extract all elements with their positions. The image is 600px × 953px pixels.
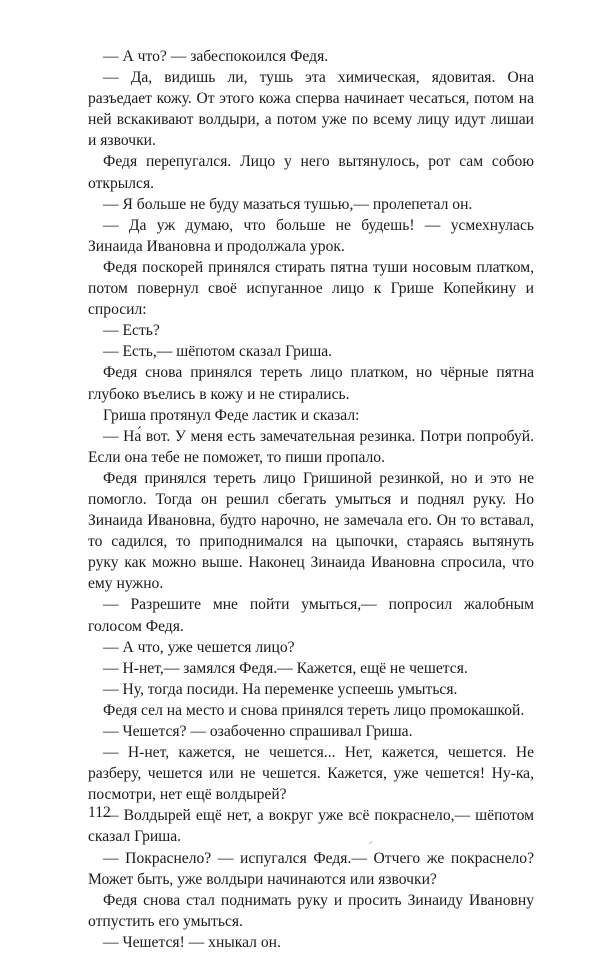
paragraph-3: Федя перепугался. Лицо у него вытянулось, рот сам собою открылся.	[88, 153, 534, 192]
book-page-text	[88, 46, 534, 953]
paragraph-18: — Чешется? — озабоченно спрашивал Гриша.	[103, 723, 413, 740]
paragraph-5: — Да уж думаю, что больше не будешь! — усмехнулась Зинаида Ивановна и продолжала урок.	[88, 216, 534, 255]
paragraph-11: — На́ вот. У меня есть замечательная резинка. Потри попробуй. Если она тебе не поможет, то пиши пропало.	[88, 427, 534, 466]
paragraph-10: Гриша протянул Феде ластик и сказал:	[103, 406, 360, 424]
paragraph-17: Федя сел на место и снова принялся тереть лицо промокашкой.	[103, 701, 525, 719]
paragraph-8: — Есть,— шёпотом сказал Гриша.	[103, 343, 333, 361]
paragraph-20: — Волдырей ещё нет, а вокруг уже всё покраснело,— шёпотом сказал Гриша.	[88, 807, 534, 846]
paragraph-2: — Да, видишь ли, тушь эта химическая, ядовитая. Она разъедает кожу. От этого кожа сперва начинает чесаться, потом на ней вскакивают волдыри, а потом уже по всему лицу идут лишаи и язвочки.	[88, 69, 534, 150]
paragraph-4: — Я больше не буду мазаться тушью,— пролепетал он.	[103, 195, 473, 213]
paragraph-15: — Н-нет,— замялся Федя.— Кажется, ещё не чешется.	[103, 659, 468, 677]
paragraph-22: Федя снова стал поднимать руку и просить Зинаиду Ивановну отпустить его умыться.	[88, 891, 534, 930]
paragraph-12: Федя принялся тереть лицо Гришиной резинкой, но и это не помогло. Тогда он решил сбегать умыться и поднял руку. Но Зинаида Ивановна, будто нарочно, не замечала его. Он то вставал, то садился, то приподнимался на цыпочки, стараясь вытянуть руку как можно выше. Наконец Зинаида Ивановна спросила, что ему нужно.	[88, 469, 534, 593]
paragraph-23: — Чешется! — хныкал он.	[103, 933, 281, 951]
paragraph-9: Федя снова принялся тереть лицо платком, но чёрные пятна глубоко въелись в кожу и не стирались.	[88, 364, 534, 403]
paragraph-19: — Н-нет, кажется, не чешется... Нет, кажется, чешется. Не разберу, чешется или не чешется. Кажется, уже чешется! Ну-ка, посмотри, нет ещё волдырей?	[88, 744, 534, 804]
paragraph-16: — Ну, тогда посиди. На переменке успеешь умыться.	[103, 680, 458, 698]
paragraph-21: — Покраснело? — испугался Федя.— Отчего же покраснело? Может быть, уже волдыри начинаются или язвочки?	[88, 849, 534, 888]
paragraph-1: — А что? — забеспокоился Федя.	[103, 48, 329, 65]
paragraph-7: — Есть?	[103, 322, 160, 340]
paragraph-6: Федя поскорей принялся стирать пятна туши носовым платком, потом повернул своё испуганное лицо к Грише Копейкину и спросил:	[88, 258, 534, 319]
paragraph-13: — Разрешите мне пойти умыться,— попросил жалобным голосом Федя.	[88, 596, 534, 635]
paragraph-14: — А что, уже чешется лицо?	[103, 638, 295, 656]
page-number: 112	[88, 804, 111, 821]
